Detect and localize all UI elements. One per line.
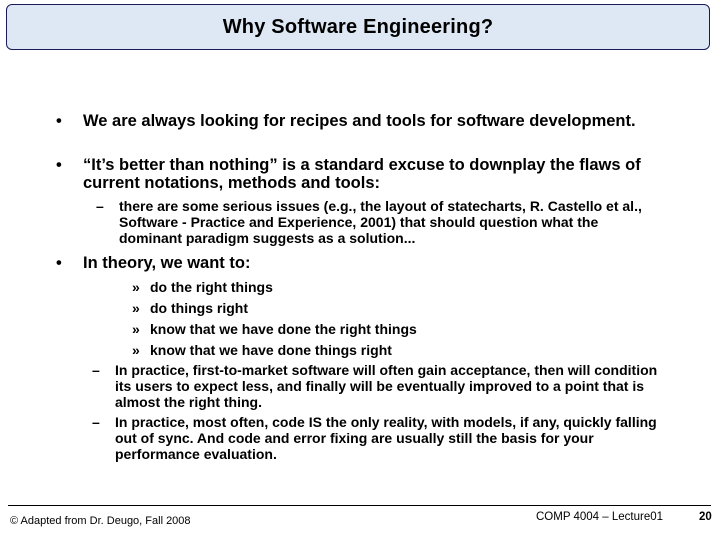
slide-title: Why Software Engineering? xyxy=(222,15,494,38)
theory-item-text: do the right things xyxy=(150,279,273,295)
subbullet-text: In practice, first-to-market software will often gain acceptance, then will condition its users to expect less, and finally will be eventually improved to a point that is almost the right thing. xyxy=(115,362,658,410)
dash-marker: – xyxy=(92,414,100,430)
subbullet-code-is-reality xyxy=(92,414,672,462)
theory-item-text: know that we have done things right xyxy=(150,342,392,358)
theory-item-text: know that we have done the right things xyxy=(150,321,417,337)
bullet-marker: • xyxy=(56,112,62,130)
footer-credit: © Adapted from Dr. Deugo, Fall 2008 xyxy=(10,515,191,527)
subbullet-first-to-market xyxy=(92,362,672,410)
theory-item-done-things-right xyxy=(132,342,392,358)
slide-title-box xyxy=(6,4,710,50)
bullet-text: We are always looking for recipes and tools for software development. xyxy=(83,112,636,130)
bullet-recipes xyxy=(56,112,660,130)
footer-divider xyxy=(8,505,711,506)
guillemet-marker: » xyxy=(132,279,140,295)
theory-item-done-right-things xyxy=(132,321,417,337)
dash-marker: – xyxy=(96,198,104,214)
bullet-marker: • xyxy=(56,254,62,272)
subbullet-text: there are some serious issues (e.g., the layout of statecharts, R. Castello et al., Software - Practice and Experience, 2001) that should question what the dominant paradigm suggests as a solution... xyxy=(119,198,642,246)
bullet-text: “It’s better than nothing” is a standard excuse to downplay the flaws of current notations, methods and tools: xyxy=(83,156,641,192)
bullet-in-theory xyxy=(56,254,660,272)
guillemet-marker: » xyxy=(132,342,140,358)
theory-item-right-things xyxy=(132,279,273,295)
bullet-text: In theory, we want to: xyxy=(83,254,251,272)
guillemet-marker: » xyxy=(132,300,140,316)
theory-item-things-right xyxy=(132,300,248,316)
footer-page-number: 20 xyxy=(699,511,712,523)
bullet-better-than-nothing xyxy=(56,156,670,192)
bullet-marker: • xyxy=(56,156,62,174)
dash-marker: – xyxy=(92,362,100,378)
subbullet-serious-issues xyxy=(96,198,656,246)
footer-course: COMP 4004 – Lecture01 xyxy=(536,511,664,523)
guillemet-marker: » xyxy=(132,321,140,337)
theory-item-text: do things right xyxy=(150,300,248,316)
subbullet-text: In practice, most often, code IS the only reality, with models, if any, quickly falling out of sync. And code and error fixing are usually still the basis for your performance evaluation. xyxy=(115,414,657,462)
